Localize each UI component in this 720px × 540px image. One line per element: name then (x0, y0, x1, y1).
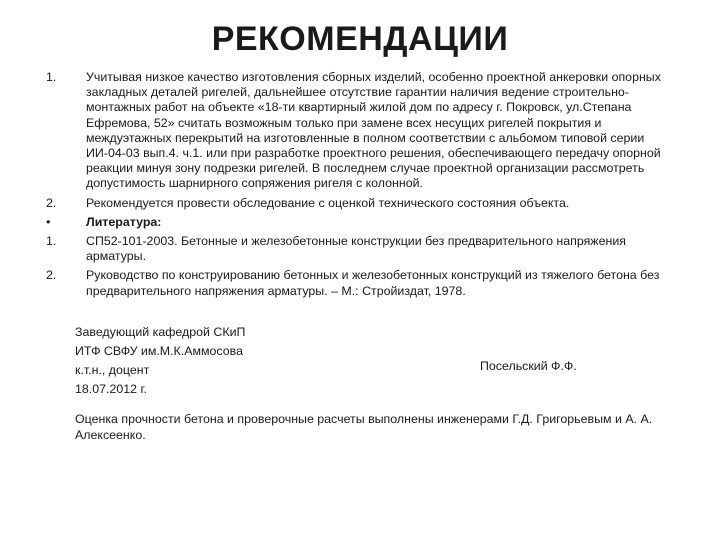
signature-date: 18.07.2012 г. (75, 382, 147, 396)
list-item-text: Учитывая низкое качество изготовления сборных изделий, особенно проектной анкеровки опорных закладных деталей ригелей, дальнейшее отсутствие гарантии наличия ведение строительно-монтажных работ на объекте «18-ти квартирный жилой дом по адресу г. Покровск, ул.Степана Ефремова, 52» считать возможным только при замене всех несущих ригелей покрытия и междуэтажных перекрытий на изготовленные в полном соответствии с альбомом типовой серии ИИ-04-03 вып.4. ч.1. или при разработке проектного решения, обеспечивающего передачу опорной реакции минуя зону подрезки ригелей. В последнем случае проектной организации рассмотреть допустимость шарнирного сопряжения ригеля с колонной. (86, 70, 661, 191)
list-item (0, 196, 720, 211)
list-item (0, 70, 720, 192)
list-item (0, 268, 720, 298)
footnote: Оценка прочности бетона и проверочные расчеты выполнены инженерами Г.Д. Григорьевым и А. А. Алексеенко. (75, 412, 653, 442)
recommendation-list (0, 70, 720, 299)
list-item (0, 234, 720, 264)
signature-line: Заведующий кафедрой СКиП (75, 325, 246, 339)
literature-heading-text: Литература: (86, 214, 162, 229)
list-item-text: СП52-101-2003. Бетонные и железобетонные конструкции без предварительного напряжения арматуры. (86, 234, 626, 264)
list-marker: 1. (46, 70, 57, 84)
list-item-text: Рекомендуется провести обследование с оценкой технического состояния объекта. (86, 195, 570, 210)
literature-heading (0, 215, 720, 230)
list-marker: 2. (46, 195, 57, 210)
list-item-text: Руководство по конструированию бетонных и железобетонных конструкций из тяжелого бетона без предварительного напряжения арматуры. – М.: Стройиздат, 1978. (86, 268, 660, 298)
page-title: РЕКОМЕНДАЦИИ (211, 20, 509, 58)
signature-line: к.т.н., доцент (75, 363, 150, 377)
signer-name: Посельский Ф.Ф. (480, 359, 577, 373)
bullet-marker: • (46, 214, 51, 229)
signature-line: ИТФ СВФУ им.М.К.Аммосова (75, 344, 243, 358)
list-marker: 1. (46, 234, 57, 249)
list-marker: 2. (46, 268, 57, 283)
signature-block (75, 323, 245, 399)
